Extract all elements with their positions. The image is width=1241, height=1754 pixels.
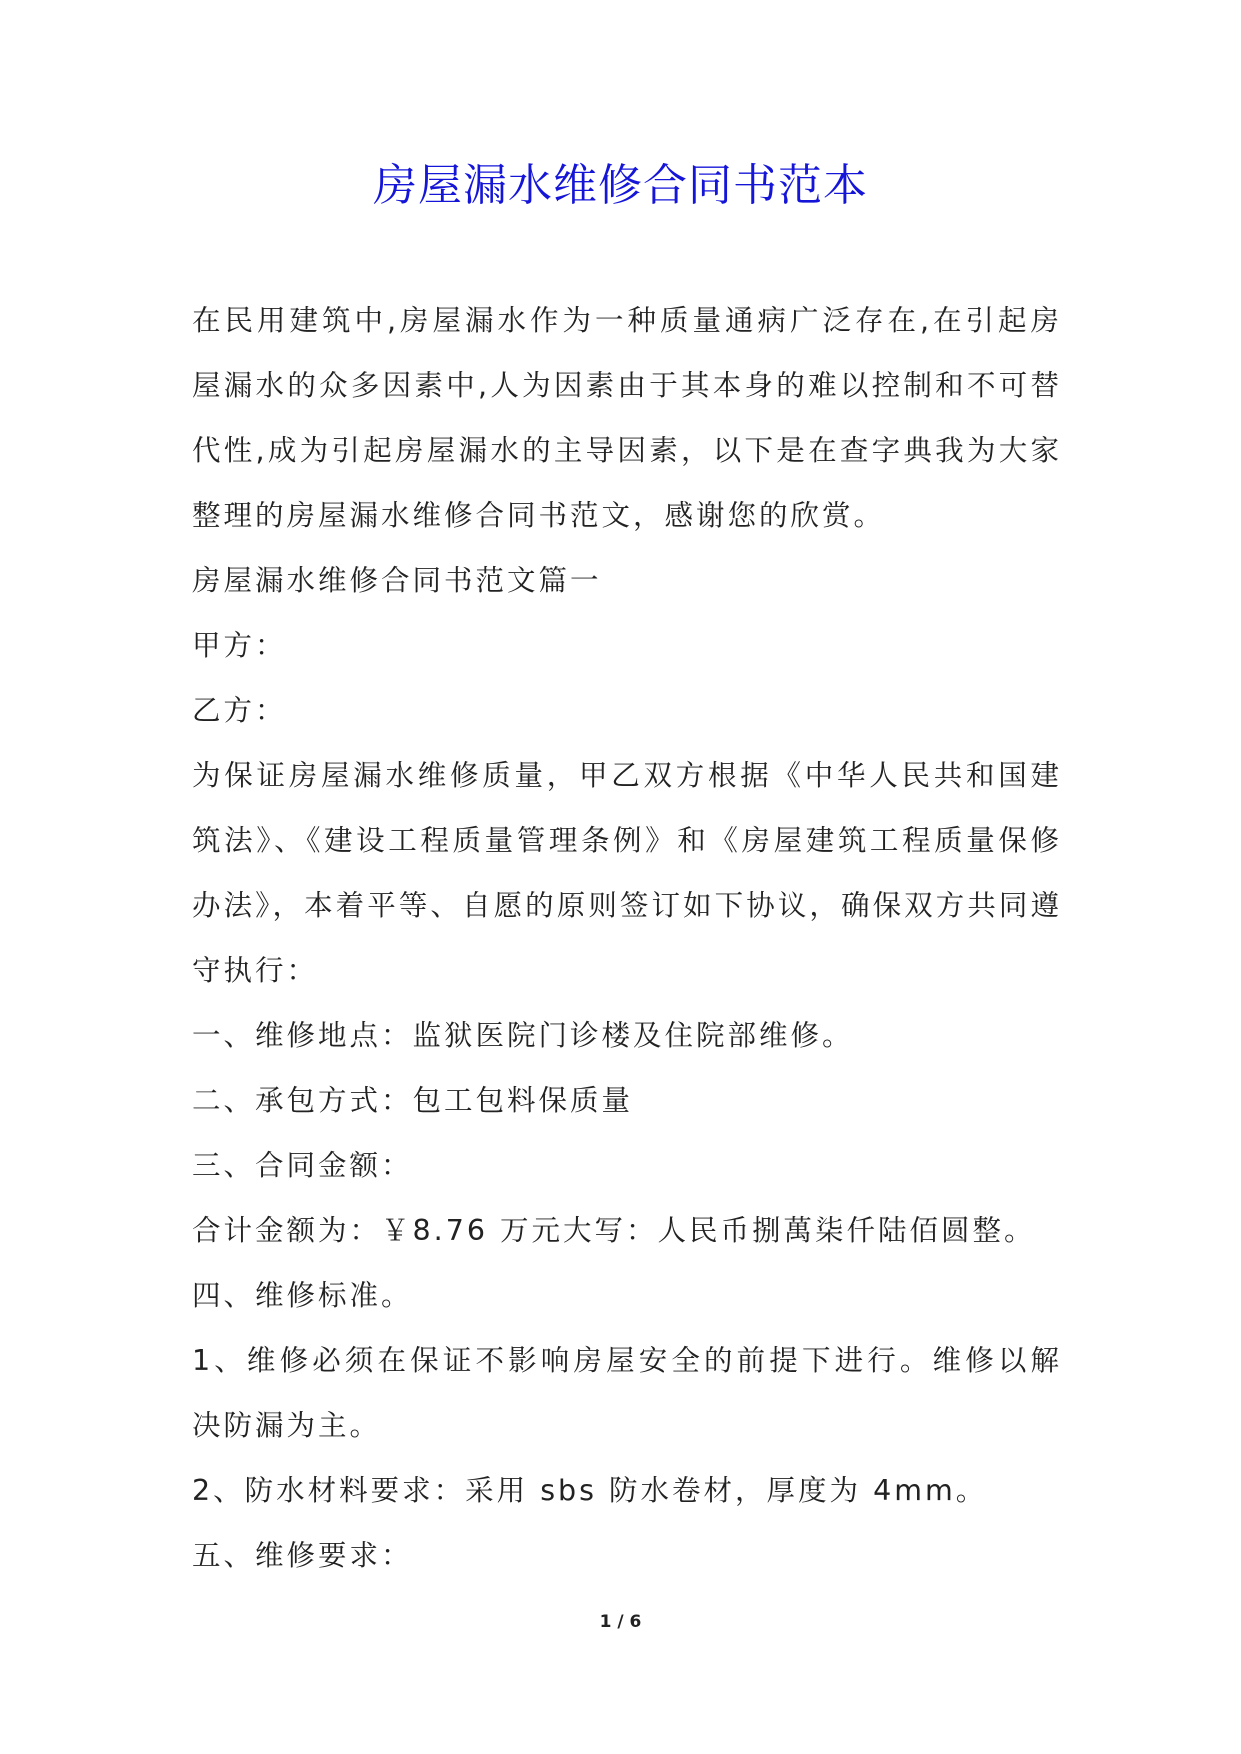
document-body bbox=[192, 288, 1062, 1588]
clause-amount-heading: 三、合同金额： bbox=[192, 1149, 413, 1182]
document-title: 房屋漏水维修合同书范本 bbox=[373, 160, 868, 211]
clause-requirements-heading: 五、维修要求： bbox=[192, 1539, 413, 1572]
party-b-line: 乙方： bbox=[192, 694, 287, 727]
clause-standard-item-1: 1、维修必须在保证不影响房屋安全的前提下进行。维修以解决防漏为主。 bbox=[192, 1344, 1062, 1442]
section-heading: 房屋漏水维修合同书范文篇一 bbox=[192, 564, 602, 597]
party-a-line: 甲方： bbox=[192, 629, 287, 662]
preamble-paragraph: 为保证房屋漏水维修质量，甲乙双方根据《中华人民共和国建筑法》、《建设工程质量管理条例》和《房屋建筑工程质量保修办法》，本着平等、自愿的原则签订如下协议，确保双方共同遵守执行： bbox=[192, 759, 1062, 987]
clause-amount-total: 合计金额为：￥8.76 万元大写：人民币捌萬柒仟陆佰圆整。 bbox=[192, 1214, 1036, 1247]
intro-paragraph: 在民用建筑中,房屋漏水作为一种质量通病广泛存在,在引起房屋漏水的众多因素中,人为因素由于其本身的难以控制和不可替代性,成为引起房屋漏水的主导因素，以下是在查字典我为大家整理的房屋漏水维修合同书范文，感谢您的欣赏。 bbox=[192, 304, 1062, 532]
clause-standard-heading: 四、维修标准。 bbox=[192, 1279, 413, 1312]
clause-contract-method: 二、承包方式：包工包料保质量 bbox=[192, 1084, 634, 1117]
clause-standard-item-2: 2、防水材料要求：采用 sbs 防水卷材，厚度为 4mm。 bbox=[192, 1474, 988, 1507]
page-number: 1 / 6 bbox=[599, 1612, 642, 1632]
clause-location: 一、维修地点：监狱医院门诊楼及住院部维修。 bbox=[192, 1019, 854, 1052]
